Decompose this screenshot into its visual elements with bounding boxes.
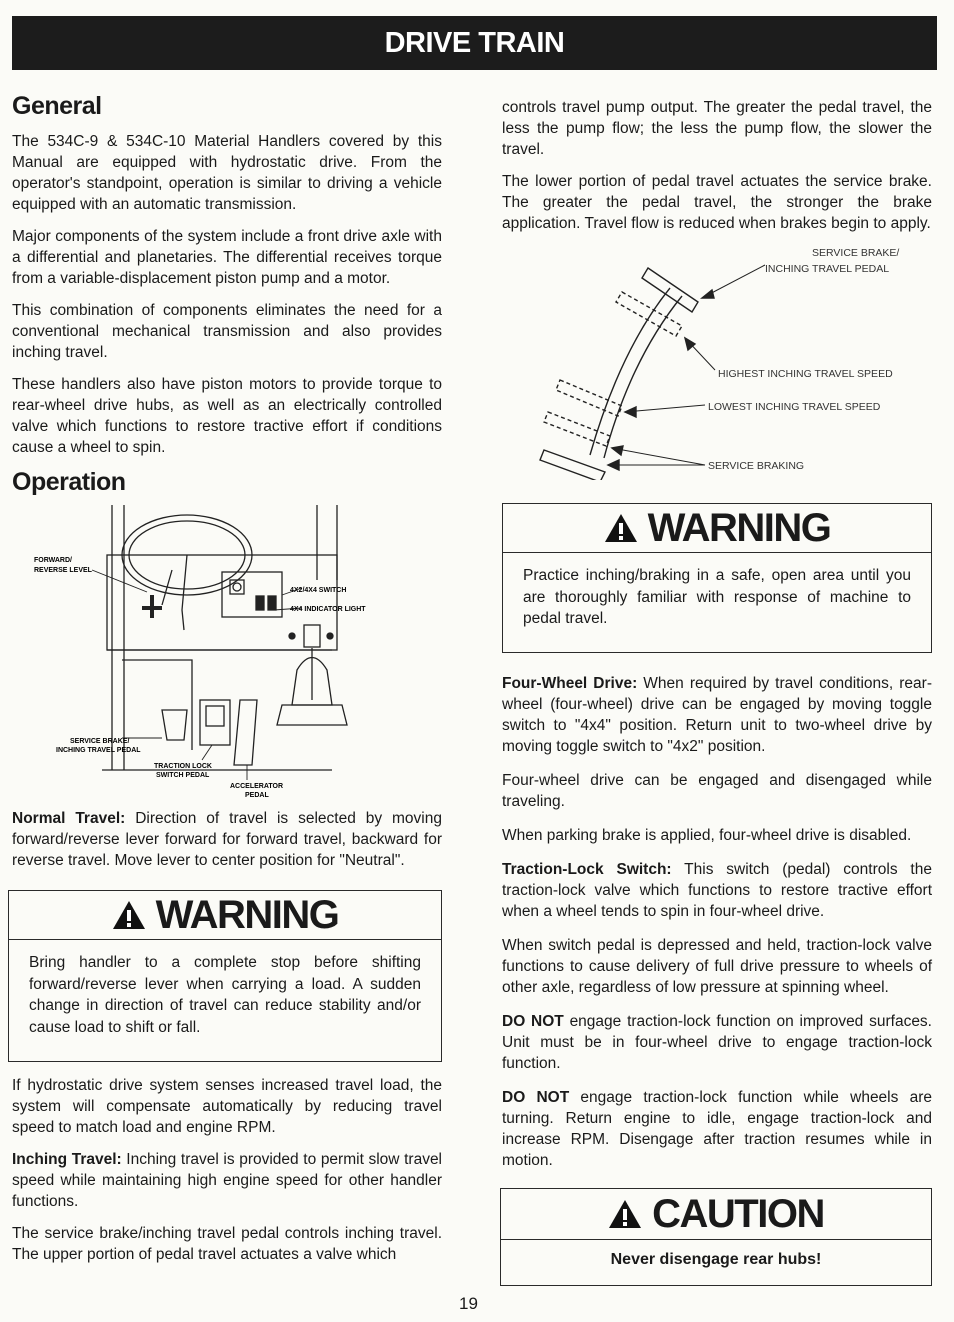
fig-label-accel-1: ACCELERATOR [230, 783, 284, 790]
pedal-label-braking: SERVICE BRAKING [708, 460, 805, 472]
fig-label-traction-1: TRACTION LOCK [154, 763, 212, 770]
caution-box [500, 1188, 932, 1286]
fig-label-brake-2: INCHING TRAVEL PEDAL [56, 747, 141, 754]
fig-label-traction-2: SWITCH PEDAL [156, 772, 210, 779]
caution-triangle-icon [608, 1199, 642, 1229]
warning-2-title: WARNING [647, 505, 831, 550]
traction-lock-text: This switch (pedal) controls the traction-lock valve which functions to restore tractive effort when a wheel tends to spin in four-wheel drive. [502, 861, 932, 920]
right-lower-section [502, 673, 932, 1171]
warning-1-title: WARNING [155, 892, 339, 937]
left-lower-section [12, 1075, 442, 1265]
traction-lock-paragraph [502, 859, 932, 922]
fig-label-accel-2: PEDAL [245, 792, 269, 799]
inching-text: Inching travel is provided to permit slow travel speed while maintaining high engine speed for other handler functions. [12, 1151, 443, 1210]
warning-triangle-icon [112, 900, 146, 930]
warning-2-header [503, 504, 931, 553]
pedal-illustration [530, 240, 930, 480]
general-section [12, 92, 442, 458]
fwd-parking-paragraph: When parking brake is applied, four-wheel drive is disabled. [502, 827, 912, 844]
operation-heading: Operation [12, 468, 126, 496]
do-not-2-text: engage traction-lock function while wheels are turning. Return engine to idle, engage traction-lock and increase RPM. Disengage after traction resumes while in motion. [502, 1089, 932, 1169]
caution-text: Never disengage rear hubs! [610, 1251, 822, 1268]
cab-controls-figure [12, 500, 442, 805]
normal-travel-section [12, 808, 442, 871]
do-not-2-label: DO NOT [502, 1089, 570, 1106]
page-number: 19 [459, 1294, 478, 1313]
do-not-1-text: engage traction-lock function on improved surfaces. Unit must be in four-wheel drive to engage traction-lock function. [502, 1013, 932, 1072]
warning-box-2 [502, 503, 932, 653]
normal-travel-paragraph [12, 808, 442, 871]
warning-1-body [9, 940, 441, 1048]
traction-lock-label: Traction-Lock Switch: [502, 861, 672, 878]
fwd-engage-paragraph: Four-wheel drive can be engaged and disengaged while traveling. [502, 772, 932, 810]
right-top-section [502, 97, 932, 234]
fig-label-indicator: 4X4 INDICATOR LIGHT [290, 606, 366, 613]
pedal-label-service-2: INCHING TRAVEL PEDAL [765, 263, 890, 275]
operation-heading-wrap [12, 468, 442, 497]
normal-travel-label: Normal Travel: [12, 810, 126, 827]
section-banner: DRIVE TRAIN [12, 16, 937, 70]
fig-label-switch: 4X2/4X4 SWITCH [290, 587, 347, 594]
pedal-label-highest: HIGHEST INCHING TRAVEL SPEED [718, 368, 893, 380]
cab-controls-illustration [12, 500, 442, 805]
fig-label-fr-1: FORWARD/ [34, 557, 72, 564]
four-wheel-drive-text: When required by travel conditions, rear-wheel (four-wheel) drive can be engaged by moving toggle switch to "4x4" position. Return unit to two-wheel drive by moving toggle switch to "4x2" position. [502, 675, 932, 755]
lower-pedal-paragraph: The lower portion of pedal travel actuates the service brake. The greater the pedal travel, the stronger the brake application. Travel flow is reduced when brakes begin to apply. [502, 173, 932, 232]
inching-paragraph [12, 1149, 442, 1212]
normal-travel-text: Direction of travel is selected by moving forward/reverse lever forward for forward travel, backward for reverse travel. Move lever to center position for "Neutral". [12, 810, 442, 869]
general-paragraph-1: The 534C-9 & 534C-10 Material Handlers covered by this Manual are equipped with hydrostatic drive. From the operator's standpoint, operation is similar to driving a vehicle equipped with an automatic transmission. [12, 133, 442, 213]
do-not-1-paragraph [502, 1011, 932, 1074]
service-pedal-paragraph: The service brake/inching travel pedal controls inching travel. The upper portion of pedal travel actuates a valve which [12, 1225, 442, 1263]
general-heading: General [12, 92, 102, 120]
fig-label-fr-2: REVERSE LEVEL [34, 567, 92, 574]
general-paragraph-4: These handlers also have piston motors to provide torque to rear-wheel drive hubs, as well as an electrically controlled valve which functions to restore tractive effort if conditions cause a wheel to spin. [12, 376, 442, 456]
pedal-figure [530, 240, 930, 480]
warning-triangle-icon [604, 513, 638, 543]
fig-label-brake-1: SERVICE BRAKE/ [70, 738, 130, 745]
warning-1-header [9, 891, 441, 940]
pump-output-paragraph: controls travel pump output. The greater the pedal travel, the less the pump flow; the less the pump flow, the slower the travel. [502, 99, 932, 158]
warning-2-text: Practice inching/braking in a safe, open area until you are thoroughly familiar with response of machine to pedal travel. [523, 567, 911, 627]
four-wheel-drive-paragraph [502, 673, 932, 757]
four-wheel-drive-label: Four-Wheel Drive: [502, 675, 638, 692]
hydro-paragraph: If hydrostatic drive system senses increased travel load, the system will compensate automatically by reducing travel speed to match load and engine RPM. [12, 1077, 442, 1136]
pedal-label-lowest: LOWEST INCHING TRAVEL SPEED [708, 401, 881, 413]
warning-1-text: Bring handler to a complete stop before shifting forward/reverse lever when carrying a load. A sudden change in direction of travel can reduce stability and/or cause load to shift or fall. [29, 954, 421, 1036]
caution-header [501, 1189, 931, 1240]
do-not-2-paragraph [502, 1087, 932, 1171]
do-not-1-label: DO NOT [502, 1013, 564, 1030]
warning-box-1 [8, 890, 442, 1062]
traction-lock-held-paragraph: When switch pedal is depressed and held, traction-lock valve functions to cause delivery of full drive pressure to wheels of other axle, regardless of low pressure at spinning wheel. [502, 937, 932, 996]
caution-title: CAUTION [652, 1191, 824, 1236]
general-paragraph-3: This combination of components eliminates the need for a conventional mechanical transmission and also provides inching travel. [12, 302, 442, 361]
general-paragraph-2: Major components of the system include a front drive axle with a differential and planetaries. The differential receives torque from a variable-displacement piston pump and a motor. [12, 228, 442, 287]
inching-label: Inching Travel: [12, 1151, 122, 1168]
warning-2-body [503, 553, 931, 640]
pedal-label-service-1: SERVICE BRAKE/ [812, 247, 900, 259]
